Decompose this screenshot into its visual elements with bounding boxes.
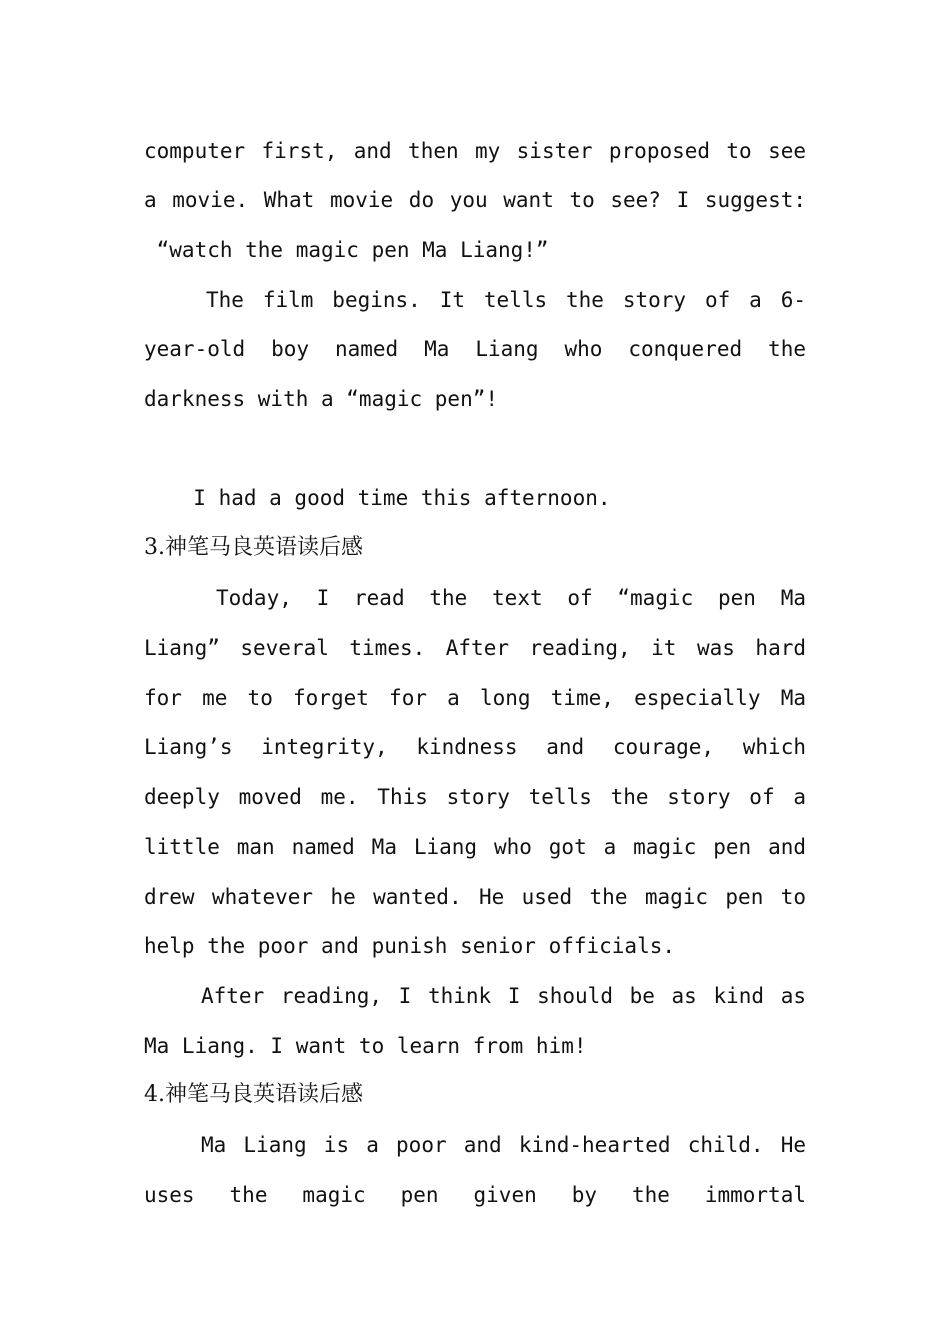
paragraph-line: The film begins. It tells the story of a 6-	[206, 288, 806, 312]
paragraph-line: drew whatever he wanted. He used the magic pen to	[144, 885, 806, 909]
paragraph-line: Today, I read the text of “magic pen Ma	[216, 586, 806, 610]
paragraph-line: help the poor and punish senior officials.	[144, 934, 676, 958]
section-heading: 4.神笔马良英语读后感	[144, 1082, 363, 1107]
paragraph-line: a movie. What movie do you want to see? I suggest:	[144, 188, 806, 212]
paragraph-line: After reading, I think I should be as kind as	[201, 984, 806, 1008]
paragraph-line: uses the magic pen given by the immortal	[144, 1183, 806, 1207]
paragraph-line: I had a good time this afternoon.	[168, 486, 611, 510]
paragraph-line: computer first, and then my sister proposed to see	[144, 139, 806, 163]
paragraph-line: little man named Ma Liang who got a magic pen and	[144, 835, 806, 859]
paragraph-line: Ma Liang is a poor and kind-hearted child. He	[201, 1133, 806, 1157]
paragraph-line: Ma Liang. I want to learn from him!	[144, 1034, 587, 1058]
paragraph-line: darkness with a “magic pen”!	[144, 387, 499, 411]
section-heading: 3.神笔马良英语读后感	[144, 535, 363, 560]
paragraph-line: deeply moved me. This story tells the story of a	[144, 785, 806, 809]
paragraph-line: “watch the magic pen Ma Liang!”	[144, 238, 549, 262]
paragraph-line: Liang” several times. After reading, it was hard	[144, 636, 806, 660]
paragraph-line: Liang’s integrity, kindness and courage, which	[144, 735, 806, 759]
paragraph-line: year-old boy named Ma Liang who conquered the	[144, 337, 806, 361]
paragraph-line: for me to forget for a long time, especially Ma	[144, 686, 806, 710]
